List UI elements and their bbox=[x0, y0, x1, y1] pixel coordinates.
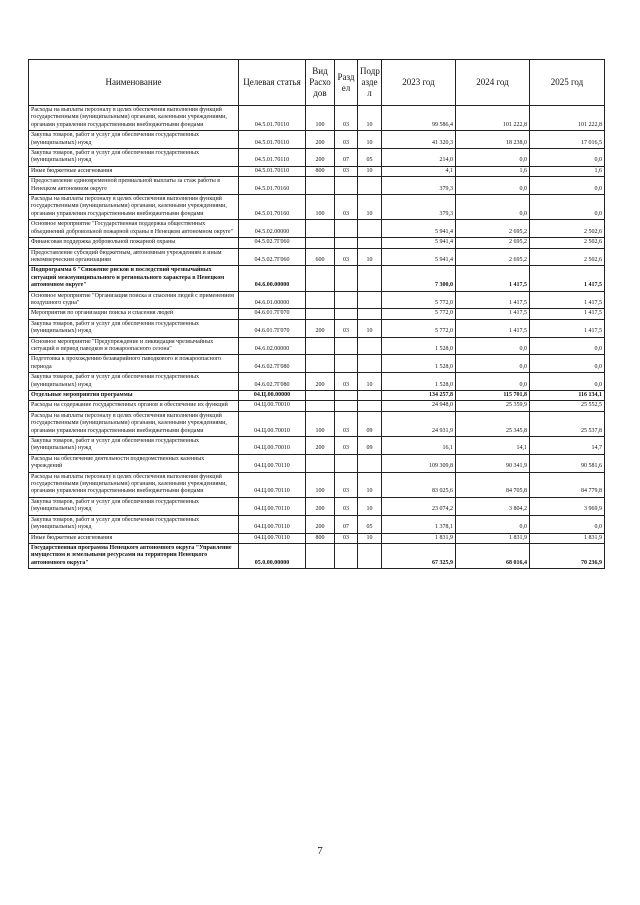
row-value-2024: 0,0 bbox=[456, 177, 530, 195]
row-subsection: 10 bbox=[358, 533, 382, 543]
row-subsection: 09 bbox=[358, 411, 382, 436]
row-subsection: 05 bbox=[358, 149, 382, 167]
row-value-2025: 2 502,6 bbox=[530, 248, 605, 266]
row-subsection bbox=[358, 291, 382, 309]
row-name: Иные бюджетные ассигнования bbox=[29, 533, 239, 543]
row-name: Расходы на обеспечение деятельности подведомственных казенных учреждений bbox=[29, 454, 239, 472]
row-value-2025: 0,0 bbox=[530, 177, 605, 195]
row-name: Финансовая поддержка добровольной пожарной охраны bbox=[29, 238, 239, 248]
row-value-2023: 1 528,0 bbox=[382, 355, 456, 373]
row-value-2025: 0,0 bbox=[530, 515, 605, 533]
row-section: 03 bbox=[335, 106, 358, 131]
row-subsection bbox=[358, 220, 382, 238]
row-subsection bbox=[358, 454, 382, 472]
row-value-2025: 70 236,9 bbox=[530, 543, 605, 568]
row-value-2025: 1 831,9 bbox=[530, 533, 605, 543]
row-target-article: 04.Ц.00.70010 bbox=[239, 401, 306, 411]
row-expense-type: 100 bbox=[306, 472, 335, 497]
row-value-2024: 68 016,4 bbox=[456, 543, 530, 568]
row-subsection: 10 bbox=[358, 195, 382, 220]
row-section: 03 bbox=[335, 437, 358, 455]
row-value-2025: 1 417,5 bbox=[530, 291, 605, 309]
row-value-2025: 14,7 bbox=[530, 437, 605, 455]
row-target-article: 04.5.01.70160 bbox=[239, 177, 306, 195]
row-subsection: 10 bbox=[358, 472, 382, 497]
row-value-2024: 3 804,2 bbox=[456, 497, 530, 515]
row-value-2023: 379,3 bbox=[382, 195, 456, 220]
row-subsection: 10 bbox=[358, 131, 382, 149]
row-value-2025: 25 552,5 bbox=[530, 401, 605, 411]
row-value-2025: 3 969,9 bbox=[530, 497, 605, 515]
row-section bbox=[335, 391, 358, 401]
row-value-2023: 67 325,9 bbox=[382, 543, 456, 568]
row-value-2023: 109 309,8 bbox=[382, 454, 456, 472]
row-section bbox=[335, 291, 358, 309]
row-value-2023: 99 586,4 bbox=[382, 106, 456, 131]
row-section bbox=[335, 238, 358, 248]
row-name: Расходы на содержание государственных органов и обеспечение их функций bbox=[29, 401, 239, 411]
header-year-2023: 2023 год bbox=[382, 60, 456, 106]
row-section: 03 bbox=[335, 472, 358, 497]
row-expense-type: 600 bbox=[306, 248, 335, 266]
row-value-2023: 1 528,0 bbox=[382, 337, 456, 355]
row-name: Основное мероприятие "Организация поиска и спасения людей с применением воздушного судна" bbox=[29, 291, 239, 309]
row-value-2025: 2 502,6 bbox=[530, 220, 605, 238]
row-value-2024: 90 341,9 bbox=[456, 454, 530, 472]
table-row bbox=[29, 437, 605, 455]
row-target-article: 04.5.01.70160 bbox=[239, 195, 306, 220]
row-section: 03 bbox=[335, 497, 358, 515]
row-subsection bbox=[358, 309, 382, 319]
table-row bbox=[29, 131, 605, 149]
table-row bbox=[29, 166, 605, 176]
row-target-article: 04.5.02.7Г060 bbox=[239, 248, 306, 266]
header-name: Наименование bbox=[29, 60, 239, 106]
row-expense-type bbox=[306, 401, 335, 411]
row-section bbox=[335, 177, 358, 195]
row-value-2023: 5 772,0 bbox=[382, 309, 456, 319]
row-expense-type: 100 bbox=[306, 411, 335, 436]
row-value-2024: 1 417,5 bbox=[456, 309, 530, 319]
row-target-article: 04.Ц.00.00000 bbox=[239, 391, 306, 401]
row-target-article: 04.6.01.7Г070 bbox=[239, 319, 306, 337]
row-section: 03 bbox=[335, 131, 358, 149]
row-subsection: 10 bbox=[358, 106, 382, 131]
row-value-2024: 84 705,8 bbox=[456, 472, 530, 497]
row-expense-type: 800 bbox=[306, 166, 335, 176]
row-target-article: 04.5.02.00000 bbox=[239, 220, 306, 238]
row-value-2024: 1 417,5 bbox=[456, 266, 530, 291]
row-value-2024: 0,0 bbox=[456, 195, 530, 220]
row-target-article: 04.6.01.00000 bbox=[239, 291, 306, 309]
table-header-row bbox=[29, 60, 605, 106]
row-expense-type: 100 bbox=[306, 195, 335, 220]
table-row bbox=[29, 543, 605, 568]
row-expense-type bbox=[306, 337, 335, 355]
row-expense-type bbox=[306, 220, 335, 238]
row-target-article: 04.Ц.00.70110 bbox=[239, 454, 306, 472]
row-value-2024: 115 701,8 bbox=[456, 391, 530, 401]
row-value-2024: 0,0 bbox=[456, 149, 530, 167]
row-name: Закупка товаров, работ и услуг для обеспечения государственных (муниципальных) нужд bbox=[29, 149, 239, 167]
row-name: Иные бюджетные ассигнования bbox=[29, 166, 239, 176]
row-target-article: 04.Ц.00.70110 bbox=[239, 497, 306, 515]
row-value-2025: 1 417,5 bbox=[530, 319, 605, 337]
row-expense-type: 200 bbox=[306, 437, 335, 455]
row-target-article: 04.Ц.00.70010 bbox=[239, 437, 306, 455]
row-value-2024: 1 417,5 bbox=[456, 291, 530, 309]
row-value-2024: 25 359,9 bbox=[456, 401, 530, 411]
row-expense-type bbox=[306, 543, 335, 568]
row-value-2025: 17 016,5 bbox=[530, 131, 605, 149]
row-value-2025: 0,0 bbox=[530, 195, 605, 220]
row-name: Закупка товаров, работ и услуг для обеспечения государственных (муниципальных) нужд bbox=[29, 437, 239, 455]
row-section bbox=[335, 309, 358, 319]
row-value-2025: 90 581,6 bbox=[530, 454, 605, 472]
table-row bbox=[29, 355, 605, 373]
row-target-article: 04.5.01.70110 bbox=[239, 131, 306, 149]
table-body bbox=[29, 106, 605, 569]
header-section: Разд ел bbox=[335, 60, 358, 106]
table-row bbox=[29, 515, 605, 533]
table-row bbox=[29, 106, 605, 131]
row-value-2023: 41 320,3 bbox=[382, 131, 456, 149]
row-expense-type bbox=[306, 266, 335, 291]
row-expense-type: 200 bbox=[306, 149, 335, 167]
row-value-2025: 116 134,1 bbox=[530, 391, 605, 401]
row-target-article: 04.5.01.70110 bbox=[239, 149, 306, 167]
row-value-2023: 5 941,4 bbox=[382, 220, 456, 238]
row-subsection bbox=[358, 355, 382, 373]
row-section bbox=[335, 220, 358, 238]
row-name: Расходы на выплаты персоналу в целях обеспечения выполнения функций государственными (муниципальными) органами, казенными учреждениями, органами управления государственными внебюджетными фондами bbox=[29, 472, 239, 497]
row-name: Подготовка к прохождению безаварийного паводкового и пожароопасного периода bbox=[29, 355, 239, 373]
row-value-2023: 1 831,9 bbox=[382, 533, 456, 543]
row-section bbox=[335, 266, 358, 291]
table-row bbox=[29, 411, 605, 436]
table-row bbox=[29, 291, 605, 309]
row-target-article: 04.Ц.00.70110 bbox=[239, 533, 306, 543]
row-value-2023: 16,1 bbox=[382, 437, 456, 455]
row-expense-type: 200 bbox=[306, 319, 335, 337]
row-value-2023: 83 025,6 bbox=[382, 472, 456, 497]
row-subsection: 05 bbox=[358, 515, 382, 533]
row-value-2025: 0,0 bbox=[530, 355, 605, 373]
budget-table-sheet bbox=[28, 59, 604, 569]
row-subsection bbox=[358, 543, 382, 568]
table-row bbox=[29, 149, 605, 167]
row-name: Расходы на выплаты персоналу в целях обеспечения выполнения функций государственными (муниципальными) органами, казенными учреждениями, органами управления государственными внебюджетными фондами bbox=[29, 411, 239, 436]
table-row bbox=[29, 238, 605, 248]
row-value-2023: 1 378,1 bbox=[382, 515, 456, 533]
row-value-2025: 84 779,8 bbox=[530, 472, 605, 497]
budget-table bbox=[28, 59, 605, 569]
row-subsection bbox=[358, 177, 382, 195]
row-value-2025: 101 222,8 bbox=[530, 106, 605, 131]
row-expense-type: 800 bbox=[306, 533, 335, 543]
table-row bbox=[29, 401, 605, 411]
row-target-article: 04.6.02.7Г080 bbox=[239, 373, 306, 391]
row-section bbox=[335, 454, 358, 472]
row-subsection: 10 bbox=[358, 166, 382, 176]
row-name: Закупка товаров, работ и услуг для обеспечения государственных (муниципальных) нужд bbox=[29, 497, 239, 515]
row-name: Расходы на выплаты персоналу в целях обеспечения выполнения функций государственными (муниципальными) органами, казенными учреждениями, органами управления государственными внебюджетными фондами bbox=[29, 106, 239, 131]
table-row bbox=[29, 177, 605, 195]
row-expense-type: 200 bbox=[306, 497, 335, 515]
row-value-2024: 0,0 bbox=[456, 373, 530, 391]
row-value-2025: 25 537,8 bbox=[530, 411, 605, 436]
row-expense-type bbox=[306, 454, 335, 472]
row-value-2023: 7 300,0 bbox=[382, 266, 456, 291]
row-name: Предоставление субсидий бюджетным, автономным учреждениям и иным некоммерческим организациям bbox=[29, 248, 239, 266]
row-section: 03 bbox=[335, 319, 358, 337]
row-value-2023: 5 772,0 bbox=[382, 291, 456, 309]
row-section bbox=[335, 543, 358, 568]
row-target-article: 04.5.01.70110 bbox=[239, 166, 306, 176]
row-subsection bbox=[358, 337, 382, 355]
row-subsection: 10 bbox=[358, 373, 382, 391]
row-expense-type: 200 bbox=[306, 131, 335, 149]
row-value-2023: 5 772,0 bbox=[382, 319, 456, 337]
row-target-article: 04.Ц.00.70110 bbox=[239, 515, 306, 533]
row-name: Закупка товаров, работ и услуг для обеспечения государственных (муниципальных) нужд bbox=[29, 131, 239, 149]
row-target-article: 04.5.02.7Г060 bbox=[239, 238, 306, 248]
row-subsection: 10 bbox=[358, 319, 382, 337]
row-value-2023: 24 931,9 bbox=[382, 411, 456, 436]
row-section: 07 bbox=[335, 149, 358, 167]
row-name: Закупка товаров, работ и услуг для обеспечения государственных (муниципальных) нужд bbox=[29, 515, 239, 533]
table-row bbox=[29, 337, 605, 355]
row-target-article: 04.6.01.7Г070 bbox=[239, 309, 306, 319]
row-section: 03 bbox=[335, 248, 358, 266]
row-value-2024: 101 222,8 bbox=[456, 106, 530, 131]
table-row bbox=[29, 248, 605, 266]
row-subsection bbox=[358, 266, 382, 291]
row-section: 03 bbox=[335, 195, 358, 220]
row-expense-type: 200 bbox=[306, 515, 335, 533]
row-name: Мероприятия по организации поиска и спасения людей bbox=[29, 309, 239, 319]
header-expense-type: Вид Расхо дов bbox=[306, 60, 335, 106]
row-value-2023: 379,3 bbox=[382, 177, 456, 195]
row-value-2024: 0,0 bbox=[456, 337, 530, 355]
row-subsection: 09 bbox=[358, 437, 382, 455]
header-year-2024: 2024 год bbox=[456, 60, 530, 106]
header-subsection: Подр азде л bbox=[358, 60, 382, 106]
table-row bbox=[29, 220, 605, 238]
page-number: 7 bbox=[317, 845, 323, 857]
row-name: Основное мероприятие "Предупреждение и ликвидация чрезвычайных ситуаций в период паводков и пожароопасного сезона" bbox=[29, 337, 239, 355]
row-target-article: 04.5.01.70110 bbox=[239, 106, 306, 131]
row-expense-type bbox=[306, 391, 335, 401]
row-name: Государственная программа Ненецкого автономного округа "Управление имуществом и земельными ресурсами на территории Ненецкого автономного округа" bbox=[29, 543, 239, 568]
row-name: Расходы на выплаты персоналу в целях обеспечения выполнения функций государственными (муниципальными) органами, казенными учреждениями, органами управления государственными внебюджетными фондами bbox=[29, 195, 239, 220]
row-value-2023: 134 257,8 bbox=[382, 391, 456, 401]
row-subsection: 10 bbox=[358, 497, 382, 515]
row-value-2023: 23 074,2 bbox=[382, 497, 456, 515]
table-row bbox=[29, 309, 605, 319]
row-target-article: 04.6.02.00000 bbox=[239, 337, 306, 355]
row-section bbox=[335, 401, 358, 411]
row-value-2025: 0,0 bbox=[530, 149, 605, 167]
row-subsection bbox=[358, 391, 382, 401]
row-expense-type bbox=[306, 177, 335, 195]
row-section: 07 bbox=[335, 515, 358, 533]
row-value-2024: 2 695,2 bbox=[456, 248, 530, 266]
row-target-article: 04.Ц.00.70110 bbox=[239, 472, 306, 497]
row-name: Основное мероприятие "Государственная поддержка общественных объединений добровольной пожарной охраны в Ненецком автономном округе" bbox=[29, 220, 239, 238]
row-expense-type bbox=[306, 355, 335, 373]
row-value-2024: 14,1 bbox=[456, 437, 530, 455]
row-target-article: 04.6.00.00000 bbox=[239, 266, 306, 291]
row-value-2023: 5 941,4 bbox=[382, 248, 456, 266]
row-target-article: 04.6.02.7Г080 bbox=[239, 355, 306, 373]
row-subsection bbox=[358, 238, 382, 248]
row-target-article: 04.Ц.00.70010 bbox=[239, 411, 306, 436]
row-value-2024: 0,0 bbox=[456, 355, 530, 373]
row-value-2024: 2 695,2 bbox=[456, 220, 530, 238]
row-expense-type: 200 bbox=[306, 373, 335, 391]
row-section: 03 bbox=[335, 166, 358, 176]
row-value-2025: 2 502,6 bbox=[530, 238, 605, 248]
table-row bbox=[29, 454, 605, 472]
table-row bbox=[29, 391, 605, 401]
header-year-2025: 2025 год bbox=[530, 60, 605, 106]
table-row bbox=[29, 533, 605, 543]
row-name: Закупка товаров, работ и услуг для обеспечения государственных (муниципальных) нужд bbox=[29, 319, 239, 337]
row-value-2025: 1 417,5 bbox=[530, 266, 605, 291]
row-value-2023: 24 948,0 bbox=[382, 401, 456, 411]
row-subsection bbox=[358, 401, 382, 411]
header-target-article: Целевая статья bbox=[239, 60, 306, 106]
row-value-2024: 25 345,8 bbox=[456, 411, 530, 436]
row-expense-type: 100 bbox=[306, 106, 335, 131]
row-value-2025: 0,0 bbox=[530, 337, 605, 355]
row-subsection: 10 bbox=[358, 248, 382, 266]
row-section: 03 bbox=[335, 533, 358, 543]
row-name: Подпрограмма 6 "Снижение рисков и последствий чрезвычайных ситуаций межмуниципального и регионального характера в Ненецком автономном округе" bbox=[29, 266, 239, 291]
row-name: Отдельные мероприятия программы bbox=[29, 391, 239, 401]
row-section bbox=[335, 337, 358, 355]
row-section bbox=[335, 355, 358, 373]
row-section: 03 bbox=[335, 411, 358, 436]
row-expense-type bbox=[306, 309, 335, 319]
table-row bbox=[29, 195, 605, 220]
row-value-2025: 1,6 bbox=[530, 166, 605, 176]
row-target-article: 05.0.00.00000 bbox=[239, 543, 306, 568]
row-value-2023: 4,1 bbox=[382, 166, 456, 176]
row-value-2023: 5 941,4 bbox=[382, 238, 456, 248]
row-value-2023: 214,0 bbox=[382, 149, 456, 167]
row-value-2024: 1,6 bbox=[456, 166, 530, 176]
table-row bbox=[29, 319, 605, 337]
row-name: Предоставление единовременной премиальной выплаты за стаж работы в Ненецком автономном округе bbox=[29, 177, 239, 195]
row-section: 03 bbox=[335, 373, 358, 391]
row-value-2024: 18 238,0 bbox=[456, 131, 530, 149]
row-value-2025: 1 417,5 bbox=[530, 309, 605, 319]
table-row bbox=[29, 373, 605, 391]
row-value-2024: 0,0 bbox=[456, 515, 530, 533]
row-value-2024: 1 831,9 bbox=[456, 533, 530, 543]
row-name: Закупка товаров, работ и услуг для обеспечения государственных (муниципальных) нужд bbox=[29, 373, 239, 391]
row-value-2025: 0,0 bbox=[530, 373, 605, 391]
row-value-2024: 2 695,2 bbox=[456, 238, 530, 248]
table-row bbox=[29, 497, 605, 515]
row-value-2023: 1 528,0 bbox=[382, 373, 456, 391]
row-expense-type bbox=[306, 291, 335, 309]
table-row bbox=[29, 266, 605, 291]
table-row bbox=[29, 472, 605, 497]
row-value-2024: 1 417,5 bbox=[456, 319, 530, 337]
row-expense-type bbox=[306, 238, 335, 248]
